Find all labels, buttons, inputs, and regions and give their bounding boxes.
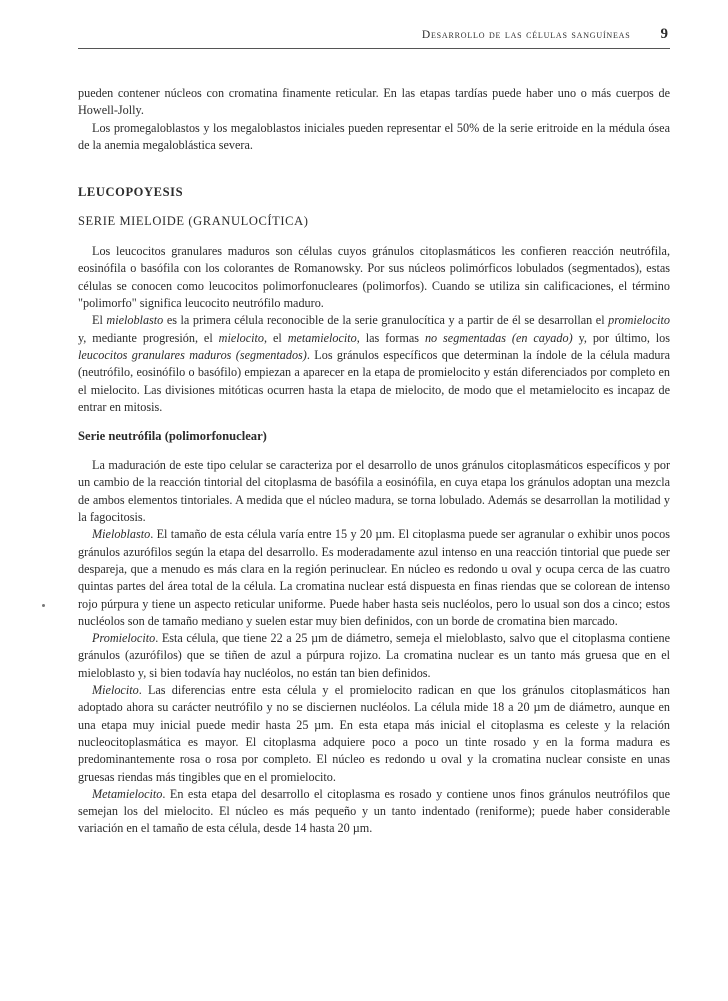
paragraph-mieloblasto [78, 526, 670, 630]
intro-paragraph-1: pueden contener núcleos con cromatina finamente reticular. En las etapas tardías puede haber uno o más cuerpos de Howell-Jolly. [78, 86, 670, 118]
text-run: . Los gránulos específicos que determinan la índole de la célula madura (neutrófilo, eosinófilo o basófilo) empiezan a aparecer en la etapa de promielocito y están diferenciados por completo en el mielocito. Las divisiones mitóticas ocurren hasta la etapa de mielocito, de modo que el metamielocito es incapaz de entrar en mitosis. [78, 347, 670, 414]
term-mieloblasto-heading: Mieloblasto [92, 527, 151, 542]
text-run: . Las diferencias entre esta célula y el promielocito radican en que los gránulos citoplasmáticos han adoptado ahora su carácter neutrófilo y no se disciernen nucléolos. La célula mide 18 a 20 µm de diámetro, aunque en una etapa muy inicial puede medir hasta 25 µm. En esta etapa más inicial el citoplasma es celeste y la relación nucleocitoplasmática es mayor. El citoplasma adquiere poco a poco un tinte rosado y en la forma madura es predominantemente rosa o rosa por completo. El núcleo es redondo u oval y la cromatina nuclear consiste en unas gruesas riendas más tingibles que en el promielocito. [78, 683, 670, 784]
text-run: , las formas [356, 330, 425, 345]
subsection-heading-serie-mieloide: SERIE MIELOIDE (GRANULOCÍTICA) [78, 214, 309, 229]
term-metamielocito-heading: Metamielocito [92, 786, 163, 801]
text-run: y, mediante progresión, el [78, 330, 219, 345]
text-run: El [92, 313, 107, 328]
text-run: y, por último, los [572, 330, 671, 345]
term-metamielocito: metamielocito [287, 330, 357, 345]
intro-paragraph-2: Los promegaloblastos y los megaloblastos iniciales pueden representar el 50% de la serie eritroide en la médula ósea de la anemia megaloblástica severa. [78, 120, 670, 152]
term-leucocitos-maduros: leucocitos granulares maduros (segmentados) [78, 347, 307, 362]
page-number: 9 [660, 26, 668, 42]
margin-speck [42, 604, 45, 607]
running-title: Desarrollo de las células sanguíneas [421, 29, 631, 41]
paragraph-promielocito [78, 630, 670, 682]
text-run: . En esta etapa del desarrollo el citoplasma es rosado y contiene unos finos gránulos neutrófilos que semejan los del mielocito. El núcleo es más pequeño y un tanto indentado (reniforme); puede haber considerable variación en el tamaño de esta célula, desde 14 hasta 20 µm. [78, 786, 670, 836]
term-promielocito: promielocito [608, 313, 670, 328]
text-run: , el [264, 330, 288, 345]
mieloide-paragraph-1: Los leucocitos granulares maduros son células cuyos gránulos citoplasmáticos les confieren reacción neutrófila, eosinófila o basófila con los colorantes de Romanowsky. Por sus núcleos polimórficos lobulados (segmentados), estas células se conocen como leucocitos polimorfonucleares (polimorfos). Cuando se utiliza sin calificaciones, el término "polimorfo" significa leucocito neutrófilo maduro. [78, 244, 670, 311]
term-mielocito-heading: Mielocito [92, 683, 139, 698]
paragraph-mielocito [78, 682, 670, 786]
paragraph-metamielocito [78, 786, 670, 838]
text-run: . Esta célula, que tiene 22 a 25 µm de diámetro, semeja el mieloblasto, salvo que el citoplasma contiene gránulos (azurófilos) que se tiñen de azul a púrpura rojizo. La cromatina nuclear es un tanto más gruesa que en el mieloblasto y, si bien todavía hay nucléolos, no están tan bien definidos. [78, 631, 670, 680]
neutrofila-paragraph-1: La maduración de este tipo celular se caracteriza por el desarrollo de unos gránulos citoplasmáticos específicos y por un cambio de la reacción tintorial del citoplasma de basófila a eosinófila, en cuya etapa los gránulos adoptan una mezcla de ambos elementos tintoriales. A medida que el núcleo madura, se torna lobulado. Además se desarrollan la motilidad y la fagocitosis. [78, 458, 670, 525]
section-heading-leucopoyesis: LEUCOPOYESIS [78, 185, 184, 200]
header-rule [78, 48, 670, 49]
term-mielocito: mielocito [218, 330, 265, 345]
running-head [0, 26, 668, 43]
subsection-heading-serie-neutrofila: Serie neutrófila (polimorfonuclear) [78, 429, 267, 444]
term-promielocito-heading: Promielocito [92, 631, 156, 646]
mieloide-paragraph-2 [78, 312, 670, 416]
term-no-segmentadas: no segmentadas (en cayado) [424, 330, 573, 345]
text-run: . El tamaño de esta célula varía entre 15 y 20 µm. El citoplasma puede ser agranular o exhibir unos pocos gránulos azurófilos según la etapa del desarrollo. Es moderadamente azul intenso en una reacción tintorial que puede ser despareja, que a menudo es más clara en la región perinuclear. En núcleo es redondo u oval y ocupa cerca de las cuatro quintas partes del área total de la célula. La cromatina nuclear está dispuesta en finas riendas que se colorean de intenso rojo púrpura y tiene un aspecto reticular uniforme. Puede haber hasta seis nucléolos, pero lo usual son dos a cinco; estos nucléolos son de tamaño mediano y suelen estar muy bien definidos, con un borde de cromatina bien marcado. [78, 527, 670, 628]
page-body [78, 85, 670, 838]
text-run: es la primera célula reconocible de la serie granulocítica y a partir de él se desarrollan el [163, 313, 609, 328]
term-mieloblasto: mieloblasto [106, 313, 164, 328]
